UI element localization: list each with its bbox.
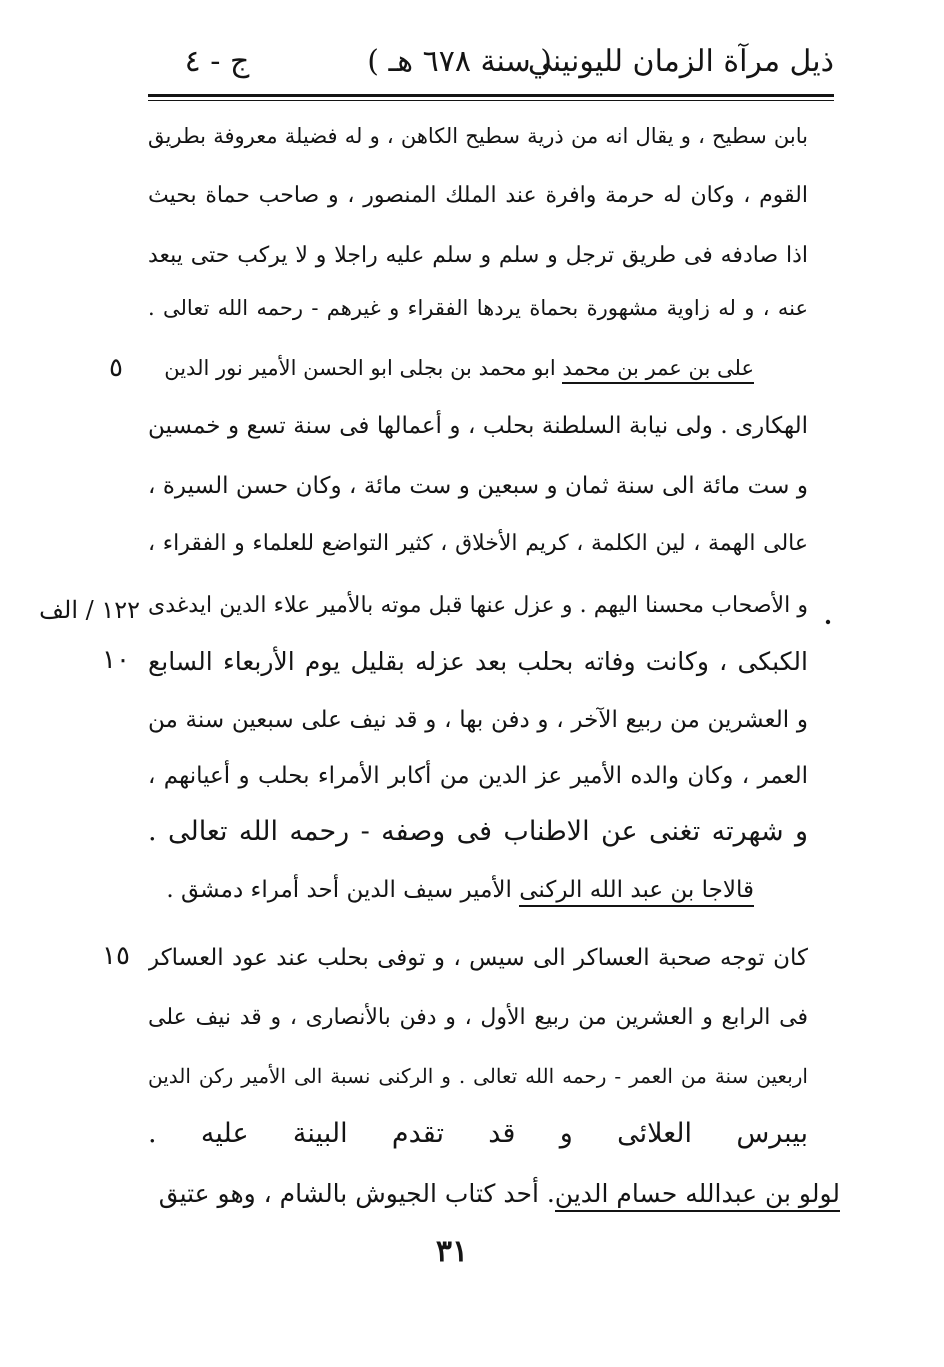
entry-heading: [148, 1166, 840, 1222]
text-line: اربعين سنة من العمر - رحمه الله تعالى . و الركنى نسبة الى الأمير ركن الدين: [148, 1064, 808, 1088]
entry-heading: [148, 862, 754, 918]
text-line: القوم ، وكان له حرمة وافرة عند الملك المنصور ، و صاحب حماة بحيث: [148, 183, 808, 208]
text-line: و العشرين من ربيع الآخر ، و دفن بها ، و قد نيف على سبعين سنة من: [148, 707, 808, 733]
entry-name-rest: . أحد كتاب الجيوش بالشام ، وهو عتيق: [158, 1179, 555, 1208]
entry-name: لولو بن عبدالله حسام الدين: [555, 1179, 840, 1212]
entry-name: قالاجا بن عبد الله الركنى: [519, 877, 754, 907]
text-line: عنه ، و له زاوية مشهورة بحماة يردها الفقراء و غيرهم - رحمه الله تعالى .: [148, 296, 808, 320]
year-heading: ( سنة ٦٧٨ هـ ): [367, 44, 552, 79]
text-line: الكبكى ، وكانت وفاته بحلب بعد عزله بقليل يوم الأربعاء السابع: [148, 647, 808, 676]
text-line: عالى الهمة ، لين الكلمة ، كريم الأخلاق ، كثير التواضع للعلماء و الفقراء ،: [148, 531, 808, 556]
entry-name-rest: الأمير سيف الدين أحد أمراء دمشق .: [166, 877, 520, 903]
line-number: ١٠: [102, 645, 130, 675]
text-line: فى الرابع و العشرين من ربيع الأول ، و دفن بالأنصارى ، و قد نيف على: [148, 1005, 808, 1030]
line-number: ١٥: [102, 941, 130, 971]
text-line: بيبرس العلائى و قد تقدم البينة عليه .: [148, 1118, 808, 1149]
text-line: بابن سطيح ، و يقال انه من ذرية سطيح الكاهن ، و له فضيلة معروفة بطريق: [148, 124, 808, 148]
line-number: ٥: [109, 353, 123, 383]
text-line: كان توجه صحبة العساكر الى سيس ، و توفى بحلب عند عود العساكر: [148, 945, 808, 971]
entry-heading: [148, 340, 754, 396]
text-line: و ست مائة الى سنة ثمان و سبعين و ست مائة ، وكان حسن السيرة ،: [148, 473, 808, 499]
header-rule-thin: [148, 100, 834, 101]
page-number: ٣١: [435, 1234, 469, 1269]
volume-label: ج - ٤: [184, 44, 250, 79]
margin-note: ١٢٢ / الف: [39, 596, 140, 624]
entry-name-rest: ابو محمد بن بجلى ابو الحسن الأمير نور الدين: [164, 356, 563, 380]
text-line: و الأصحاب محسنا اليهم . و عزل عنها قبل موته بالأمير علاء الدين ايدغدى: [148, 593, 808, 618]
text-line: اذا صادفه فى طريق ترجل و سلم و سلم عليه راجلا و لا يركب حتى يبعد: [148, 243, 808, 268]
running-title: ذيل مرآة الزمان لليونيني: [527, 44, 834, 79]
text-line: الهكارى . ولى نيابة السلطنة بحلب ، و أعمالها فى سنة تسع و خمسين: [148, 413, 808, 439]
text-line: العمر ، وكان والده الأمير عز الدين من أكابر الأمراء بحلب و أعيانهم ،: [148, 763, 808, 789]
header-rule: [148, 94, 834, 97]
margin-tick-mark: [824, 618, 832, 626]
entry-name: على بن عمر بن محمد: [562, 356, 754, 384]
text-line: و شهرته تغنى عن الاطناب فى وصفه - رحمه الله تعالى .: [148, 816, 808, 847]
